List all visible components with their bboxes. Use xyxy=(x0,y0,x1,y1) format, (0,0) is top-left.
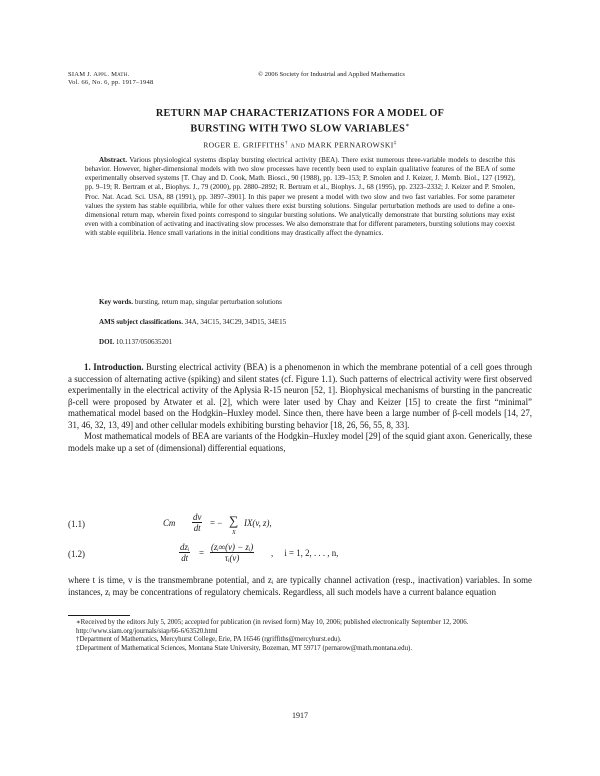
intro-paragraph-3: where t is time, v is the transmembrane potential, and zᵢ are typically channel activation (resp., inactivation) variables. In some instances, zᵢ may be concentrations of regulatory chemicals. Regardless, all such models have a current balance equation xyxy=(68,575,532,597)
equation-number: (1.1) xyxy=(68,519,86,529)
intro-continuation xyxy=(68,575,532,598)
author-list xyxy=(68,140,532,150)
eq-derivative xyxy=(179,542,190,563)
copyright-line xyxy=(258,71,405,79)
author-first: ROGER E. GRIFFITHS xyxy=(203,140,285,150)
abstract-text: Various physiological systems display bursting electrical activity (BEA). There exist numerous three-variable models to describe this behavior. However, higher-dimensional models with two slow processes have recently been used to explain qualitative features of the BEA of some experimentally observed systems [T. Chay and D. Cook, Math. Biosci., 90 (1988), pp. 139–153; P. Smolen and J. Keizer, J. Memb. Biol., 127 (1992), pp. 9–19; R. Bertram et al., Biophys. J., 79 (2000), pp. 2880–2892; R. Bertram et al., Biophys. J., 68 (1995), pp. 2323–2332; J. Keizer and P. Smolen, Proc. Nat. Acad. Sci. USA, 88 (1991), pp. 3897–3901]. In this paper we present a model with two slow and two fast variables. For some parameter values the system has stable equilibria, while for other values there exist bursting solutions. Singular perturbation methods are used to define a one-dimensional return map, wherein fixed points correspond to singular bursting solutions. We analytically demonstrate that bursting solutions may exist even with a combination of activating and inactivating slow processes. We also demonstrate that for different parameters, bursting solutions may coexist with stable equilibria. Hence small variations in the initial conditions may drastically affect the dynamics. xyxy=(85,156,516,238)
doi-link[interactable]: 10.1137/050635201 xyxy=(115,338,173,346)
copyright-text: 2006 Society for Industrial and Applied Mathematics xyxy=(264,71,405,78)
doi-label: DOI. xyxy=(99,338,115,346)
abstract xyxy=(85,156,515,238)
eq-rate-numerator: (zᵢ∞(v) − zᵢ) xyxy=(211,542,254,552)
ams-text: 34A, 34C15, 34C29, 34D15, 34E15 xyxy=(184,318,287,326)
abstract-label: Abstract. xyxy=(99,156,127,164)
equation-number: (1.2) xyxy=(68,549,86,559)
footnote-divider xyxy=(68,615,130,616)
doi xyxy=(85,338,515,346)
footnote-author-2: ‡Department of Mathematical Sciences, Montana State University, Bozeman, MT 59717 (pernarow@math.montana.edu). xyxy=(76,644,413,652)
author-and: AND xyxy=(290,142,306,150)
footnote-author-1: †Department of Mathematics, Mercyhurst College, Erie, PA 16546 (rgriffiths@mercyhurst.edu). xyxy=(76,636,342,644)
eq-equal: = xyxy=(199,548,205,558)
eq-rate xyxy=(210,542,254,563)
eq-derivative xyxy=(192,512,202,533)
sum-index: X xyxy=(232,530,236,536)
author-second-mark: ‡ xyxy=(393,140,397,146)
eq-equal: = − xyxy=(210,518,223,528)
author-second: MARK PERNAROWSKI xyxy=(307,140,394,150)
eq-numerator: dzᵢ xyxy=(180,542,190,552)
footnote-received: ∗Received by the editors July 5, 2005; accepted for publication (in revised form) May 10, 2006; published electronically September 12, 2006. xyxy=(76,619,469,626)
page-number: 1917 xyxy=(292,711,308,720)
keywords xyxy=(85,298,515,306)
intro-paragraph-2: Most mathematical models of BEA are variants of the Hodgkin–Huxley model [29] of the squid giant axon. Generically, these models make up a set of (dimensional) differential equations, xyxy=(68,431,532,453)
keywords-text: bursting, return map, singular perturbation solutions xyxy=(134,298,282,306)
ams-classifications xyxy=(85,318,515,326)
section-heading: 1. Introduction. xyxy=(84,362,144,372)
journal-volume: Vol. 66, No. 6, pp. 1917–1948 xyxy=(68,79,154,86)
introduction-section xyxy=(68,362,532,454)
eq-numerator: dv xyxy=(193,512,202,522)
journal-name: SIAM J. Appl. Math. xyxy=(68,71,130,78)
eq-index-range: , i = 1, 2, . . . , n, xyxy=(271,548,339,558)
copyright-icon: © xyxy=(258,71,264,78)
summation-icon: ∑ xyxy=(229,513,239,528)
intro-paragraph-1 xyxy=(68,362,532,431)
title-line-2: BURSTING WITH TWO SLOW VARIABLES xyxy=(190,123,406,135)
author-first-mark: † xyxy=(284,140,289,146)
journal-header xyxy=(68,71,154,87)
eq-rate-denominator: τᵢ(v) xyxy=(224,553,240,563)
footnote-url[interactable]: http://www.siam.org/journals/siap/66-6/63520.html xyxy=(76,627,218,635)
paper-title xyxy=(68,107,532,135)
keywords-label: Key words. xyxy=(99,298,134,306)
eq-denominator: dt xyxy=(193,523,201,533)
eq-denominator: dt xyxy=(181,553,189,563)
intro-paragraph-1-text: Bursting electrical activity (BEA) is a phenomenon in which the membrane potential of a cell goes through a succession of alternating active (spiking) and silent states (cf. Figure 1.1). Such patterns of electrical activity were first observed experimentally in the electrical activity of the Aplysia R-15 neuron [52, 1]. Biophysical mechanisms of bursting in the pancreatic β-cell were proposed by Atwater et al. [2], which were later used by Chay and Keizer [15] to create the first “minimal” mathematical model based on the Hodgkin–Huxley model. Since then, there have been a large number of β-cell models [14, 27, 31, 46, 32, 13, 49] and other cellular models exhibiting bursting behavior [18, 26, 56, 55, 8, 33]. xyxy=(68,362,533,430)
title-footnote-mark: ∗ xyxy=(405,123,410,129)
ams-label: AMS subject classifications. xyxy=(99,318,183,326)
eq-lhs: Cm xyxy=(163,518,176,528)
eq-term: IX(v, z), xyxy=(244,518,272,528)
footnotes xyxy=(68,619,532,653)
title-line-1: RETURN MAP CHARACTERIZATIONS FOR A MODEL OF xyxy=(155,108,445,119)
